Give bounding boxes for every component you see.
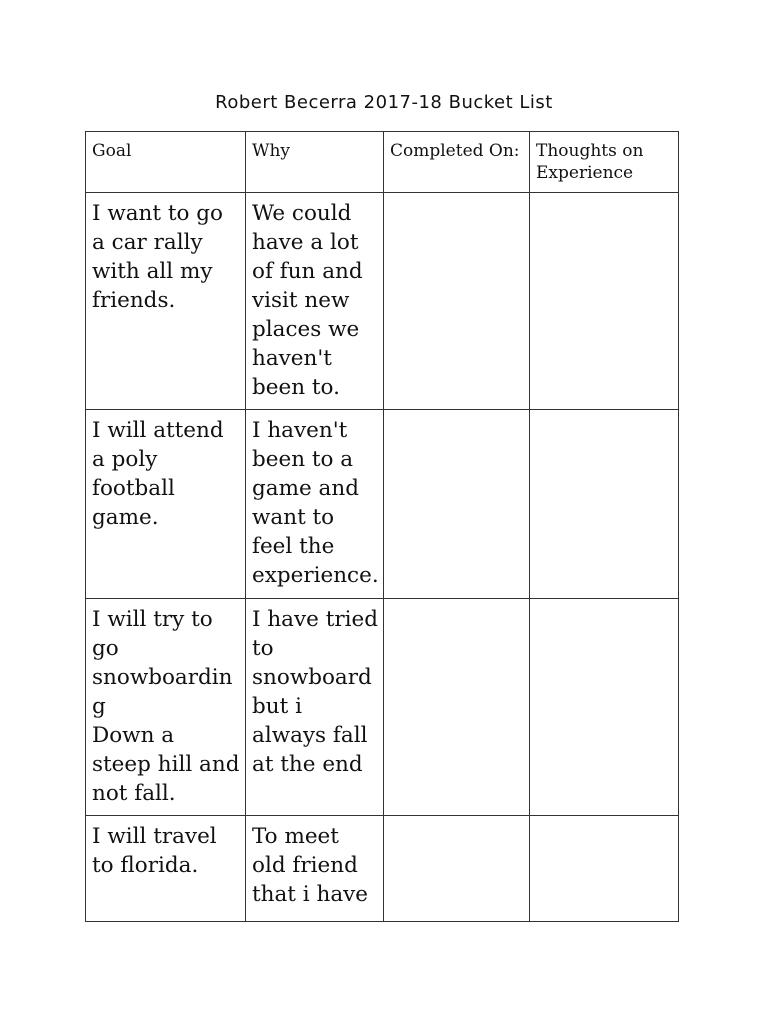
completed-on-text — [384, 816, 529, 826]
why-text: I haven't been to a game and want to feel the experience. — [252, 418, 379, 588]
table-row — [86, 599, 679, 816]
header-goal — [86, 132, 246, 193]
why-text: To meet old friend that i have — [252, 824, 369, 907]
goal-text: I will travel to florida. — [92, 824, 217, 878]
thoughts-cell — [530, 410, 679, 599]
thoughts-cell — [530, 599, 679, 816]
header-thoughts — [530, 132, 679, 193]
header-why-label: Why — [252, 141, 291, 161]
goal-cell — [86, 193, 246, 410]
why-cell — [246, 599, 384, 816]
header-goal-label: Goal — [92, 141, 132, 161]
table-row — [86, 193, 679, 410]
why-text: We could have a lot of fun and visit new places we haven't been to. — [252, 201, 363, 400]
completed-on-text — [384, 193, 529, 203]
table-row — [86, 816, 679, 922]
thoughts-text — [530, 816, 678, 826]
why-cell — [246, 410, 384, 599]
goal-text: I want to go a car rally with all my friends. — [92, 201, 223, 313]
thoughts-text — [530, 410, 678, 420]
header-completed-on — [384, 132, 530, 193]
document-title: Robert Becerra 2017-18 Bucket List — [215, 92, 553, 113]
completed-on-cell — [384, 599, 530, 816]
thoughts-text — [530, 193, 678, 203]
thoughts-text — [530, 599, 678, 609]
bucket-list-table — [85, 131, 679, 922]
thoughts-cell — [530, 816, 679, 922]
goal-text: I will try to go snowboardin g Down a steep hill and not fall. — [92, 607, 240, 806]
completed-on-cell — [384, 193, 530, 410]
goal-cell — [86, 410, 246, 599]
goal-cell — [86, 599, 246, 816]
completed-on-cell — [384, 816, 530, 922]
header-row — [86, 132, 679, 193]
header-completed-on-label: Completed On: — [390, 141, 520, 161]
completed-on-text — [384, 410, 529, 420]
completed-on-text — [384, 599, 529, 609]
thoughts-cell — [530, 193, 679, 410]
header-why — [246, 132, 384, 193]
why-cell — [246, 193, 384, 410]
table-row — [86, 410, 679, 599]
why-text: I have tried to snowboard but i always fall at the end — [252, 607, 378, 777]
goal-cell — [86, 816, 246, 922]
goal-text: I will attend a poly football game. — [92, 418, 224, 530]
header-thoughts-label: Thoughts on Experience — [536, 141, 644, 183]
completed-on-cell — [384, 410, 530, 599]
why-cell — [246, 816, 384, 922]
